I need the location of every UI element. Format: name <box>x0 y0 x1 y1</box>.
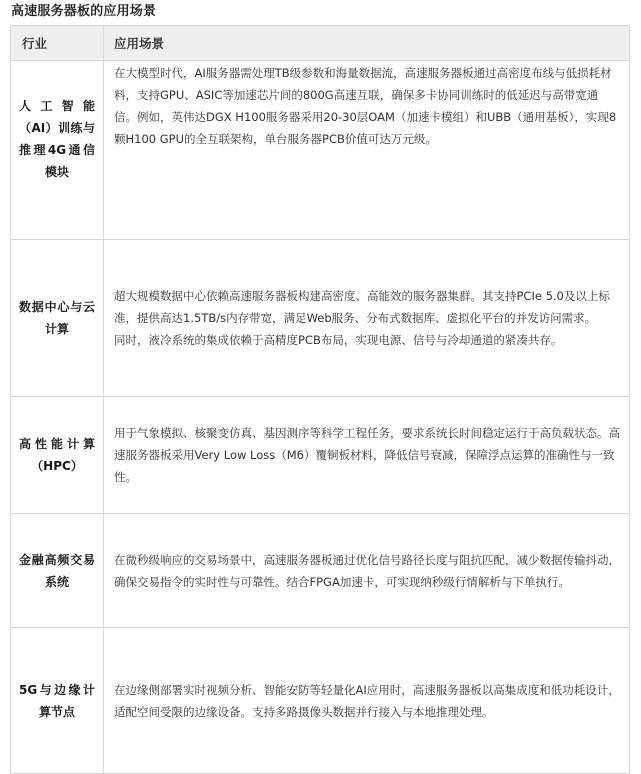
application-table <box>10 25 630 774</box>
header-scene <box>104 26 630 61</box>
scene-cell <box>104 240 630 397</box>
industry-cell <box>11 240 104 397</box>
industry-label: 5G与边缘计算节点 <box>19 682 95 719</box>
industry-label: 人工智能（AI）训练与推理4G通信模块 <box>19 99 95 179</box>
industry-cell <box>11 514 104 628</box>
header-industry-label: 行业 <box>22 36 48 51</box>
header-industry <box>11 26 104 61</box>
industry-cell <box>11 397 104 514</box>
industry-label: 金融高频交易系统 <box>19 552 95 589</box>
table-row <box>11 514 630 628</box>
industry-cell <box>11 61 104 240</box>
page-title: 高速服务器板的应用场景 <box>11 4 157 19</box>
scene-text: 同时，液冷系统的集成依赖于高精度PCB布局，实现电源、信号与冷却通道的紧凑共存。 <box>114 333 563 347</box>
industry-cell <box>11 628 104 774</box>
table-row <box>11 61 630 240</box>
scene-text: 在边缘侧部署实时视频分析、智能安防等轻量化AI应用时，高速服务器板以高集成度和低功耗设计，适配空间受限的边缘设备。支持多路摄像头数据并行接入与本地推理处理。 <box>114 682 620 719</box>
scene-cell <box>104 397 630 514</box>
table-row <box>11 397 630 514</box>
scene-cell <box>104 61 630 240</box>
scene-text: 在微秒级响应的交易场景中，高速服务器板通过优化信号路径长度与阻抗匹配，减少数据传输抖动，确保交易指令的实时性与可靠性。结合FPGA加速卡，可实现纳秒级行情解析与下单执行。 <box>114 552 620 589</box>
scene-text: 在大模型时代，AI服务器需处理TB级参数和海量数据流，高速服务器板通过高密度布线与低损耗材料，支持GPU、ASIC等加速芯片间的800G高速互联，确保多卡协同训练时的低延迟与高带宽通信。例如，英伟达DGX H100服务器采用20-30层OAM（加速卡模组）和UBB（通用基板），实现8颗H100 GPU的全互联架构，单台服务器PCB价值可达万元级。 <box>114 66 617 146</box>
table-row <box>11 240 630 397</box>
scene-cell <box>104 628 630 774</box>
scene-cell <box>104 514 630 628</box>
industry-label: 数据中心与云计算 <box>19 300 95 336</box>
industry-label: 高性能计算（HPC） <box>19 437 95 473</box>
scene-text: 超大规模数据中心依赖高速服务器板构建高密度、高能效的服务器集群。其支持PCIe 5.0及以上标准，提供高达1.5TB/s内存带宽，满足Web服务、分布式数据库、虚拟化平台的并发访问需求。 <box>114 289 610 325</box>
header-scene-label: 应用场景 <box>114 36 165 51</box>
table-row <box>11 628 630 774</box>
scene-text: 用于气象模拟、核聚变仿真、基因测序等科学工程任务，要求系统长时间稳定运行于高负载状态。高速服务器板采用Very Low Loss（M6）覆铜板材料，降低信号衰减，保障浮点运算的准确性与一致性。 <box>114 426 620 484</box>
table-header-row <box>11 26 630 61</box>
